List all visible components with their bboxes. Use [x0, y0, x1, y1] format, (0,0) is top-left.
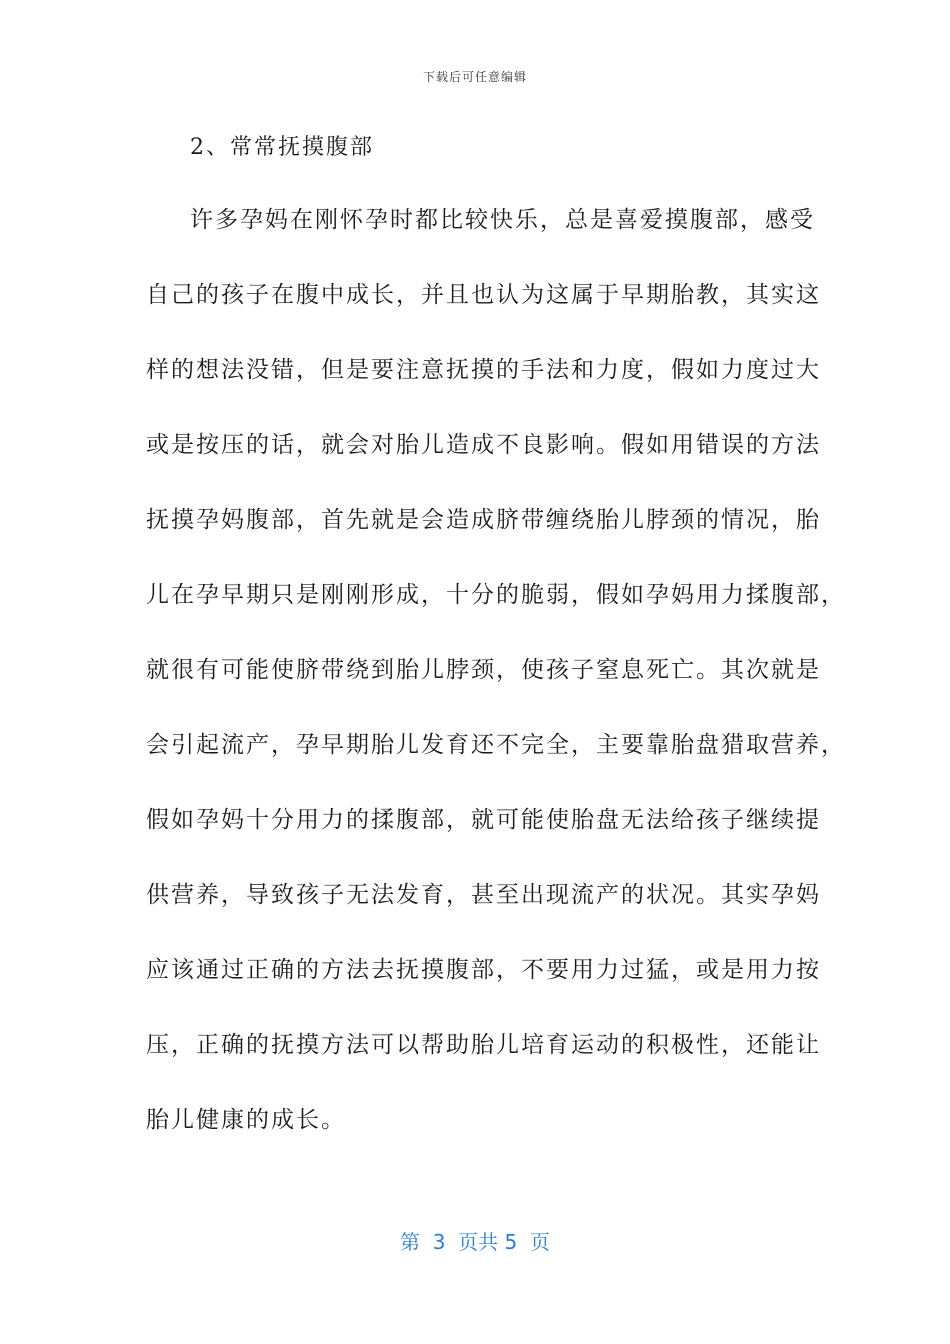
- text-line: 供营养，导致孩子无法发育，甚至出现流产的状况。其实孕妈: [146, 882, 821, 908]
- text-line: 许多孕妈在刚怀孕时都比较快乐，总是喜爱摸腹部，感受: [190, 207, 815, 233]
- header-note: 下载后可任意编辑: [422, 70, 527, 84]
- text-line: 假如孕妈十分用力的揉腹部，就可能使胎盘无法给孩子继续提: [146, 807, 821, 833]
- body-text: [146, 200, 846, 1175]
- text-line: 抚摸孕妈腹部，首先就是会造成脐带缠绕胎儿脖颈的情况，胎: [146, 507, 821, 533]
- text-line: 会引起流产，孕早期胎儿发育还不完全，主要靠胎盘猎取营养，: [146, 732, 846, 758]
- text-line: 就很有可能使脐带绕到胎儿脖颈，使孩子窒息死亡。其次就是: [146, 657, 821, 683]
- text-line: 自己的孩子在腹中成长，并且也认为这属于早期胎教，其实这: [146, 282, 821, 308]
- text-line: 儿在孕早期只是刚刚形成，十分的脆弱，假如孕妈用力揉腹部，: [146, 582, 846, 608]
- section-heading: 2、常常抚摸腹部: [190, 135, 374, 160]
- text-line: 胎儿健康的成长。: [146, 1107, 346, 1133]
- page-number: 第 3 页共 5 页: [400, 1230, 550, 1254]
- text-line: 样的想法没错，但是要注意抚摸的手法和力度，假如力度过大: [146, 357, 821, 383]
- text-line: 或是按压的话，就会对胎儿造成不良影响。假如用错误的方法: [146, 432, 821, 458]
- text-line: 压，正确的抚摸方法可以帮助胎儿培育运动的积极性，还能让: [146, 1032, 821, 1058]
- text-line: 应该通过正确的方法去抚摸腹部，不要用力过猛，或是用力按: [146, 957, 821, 983]
